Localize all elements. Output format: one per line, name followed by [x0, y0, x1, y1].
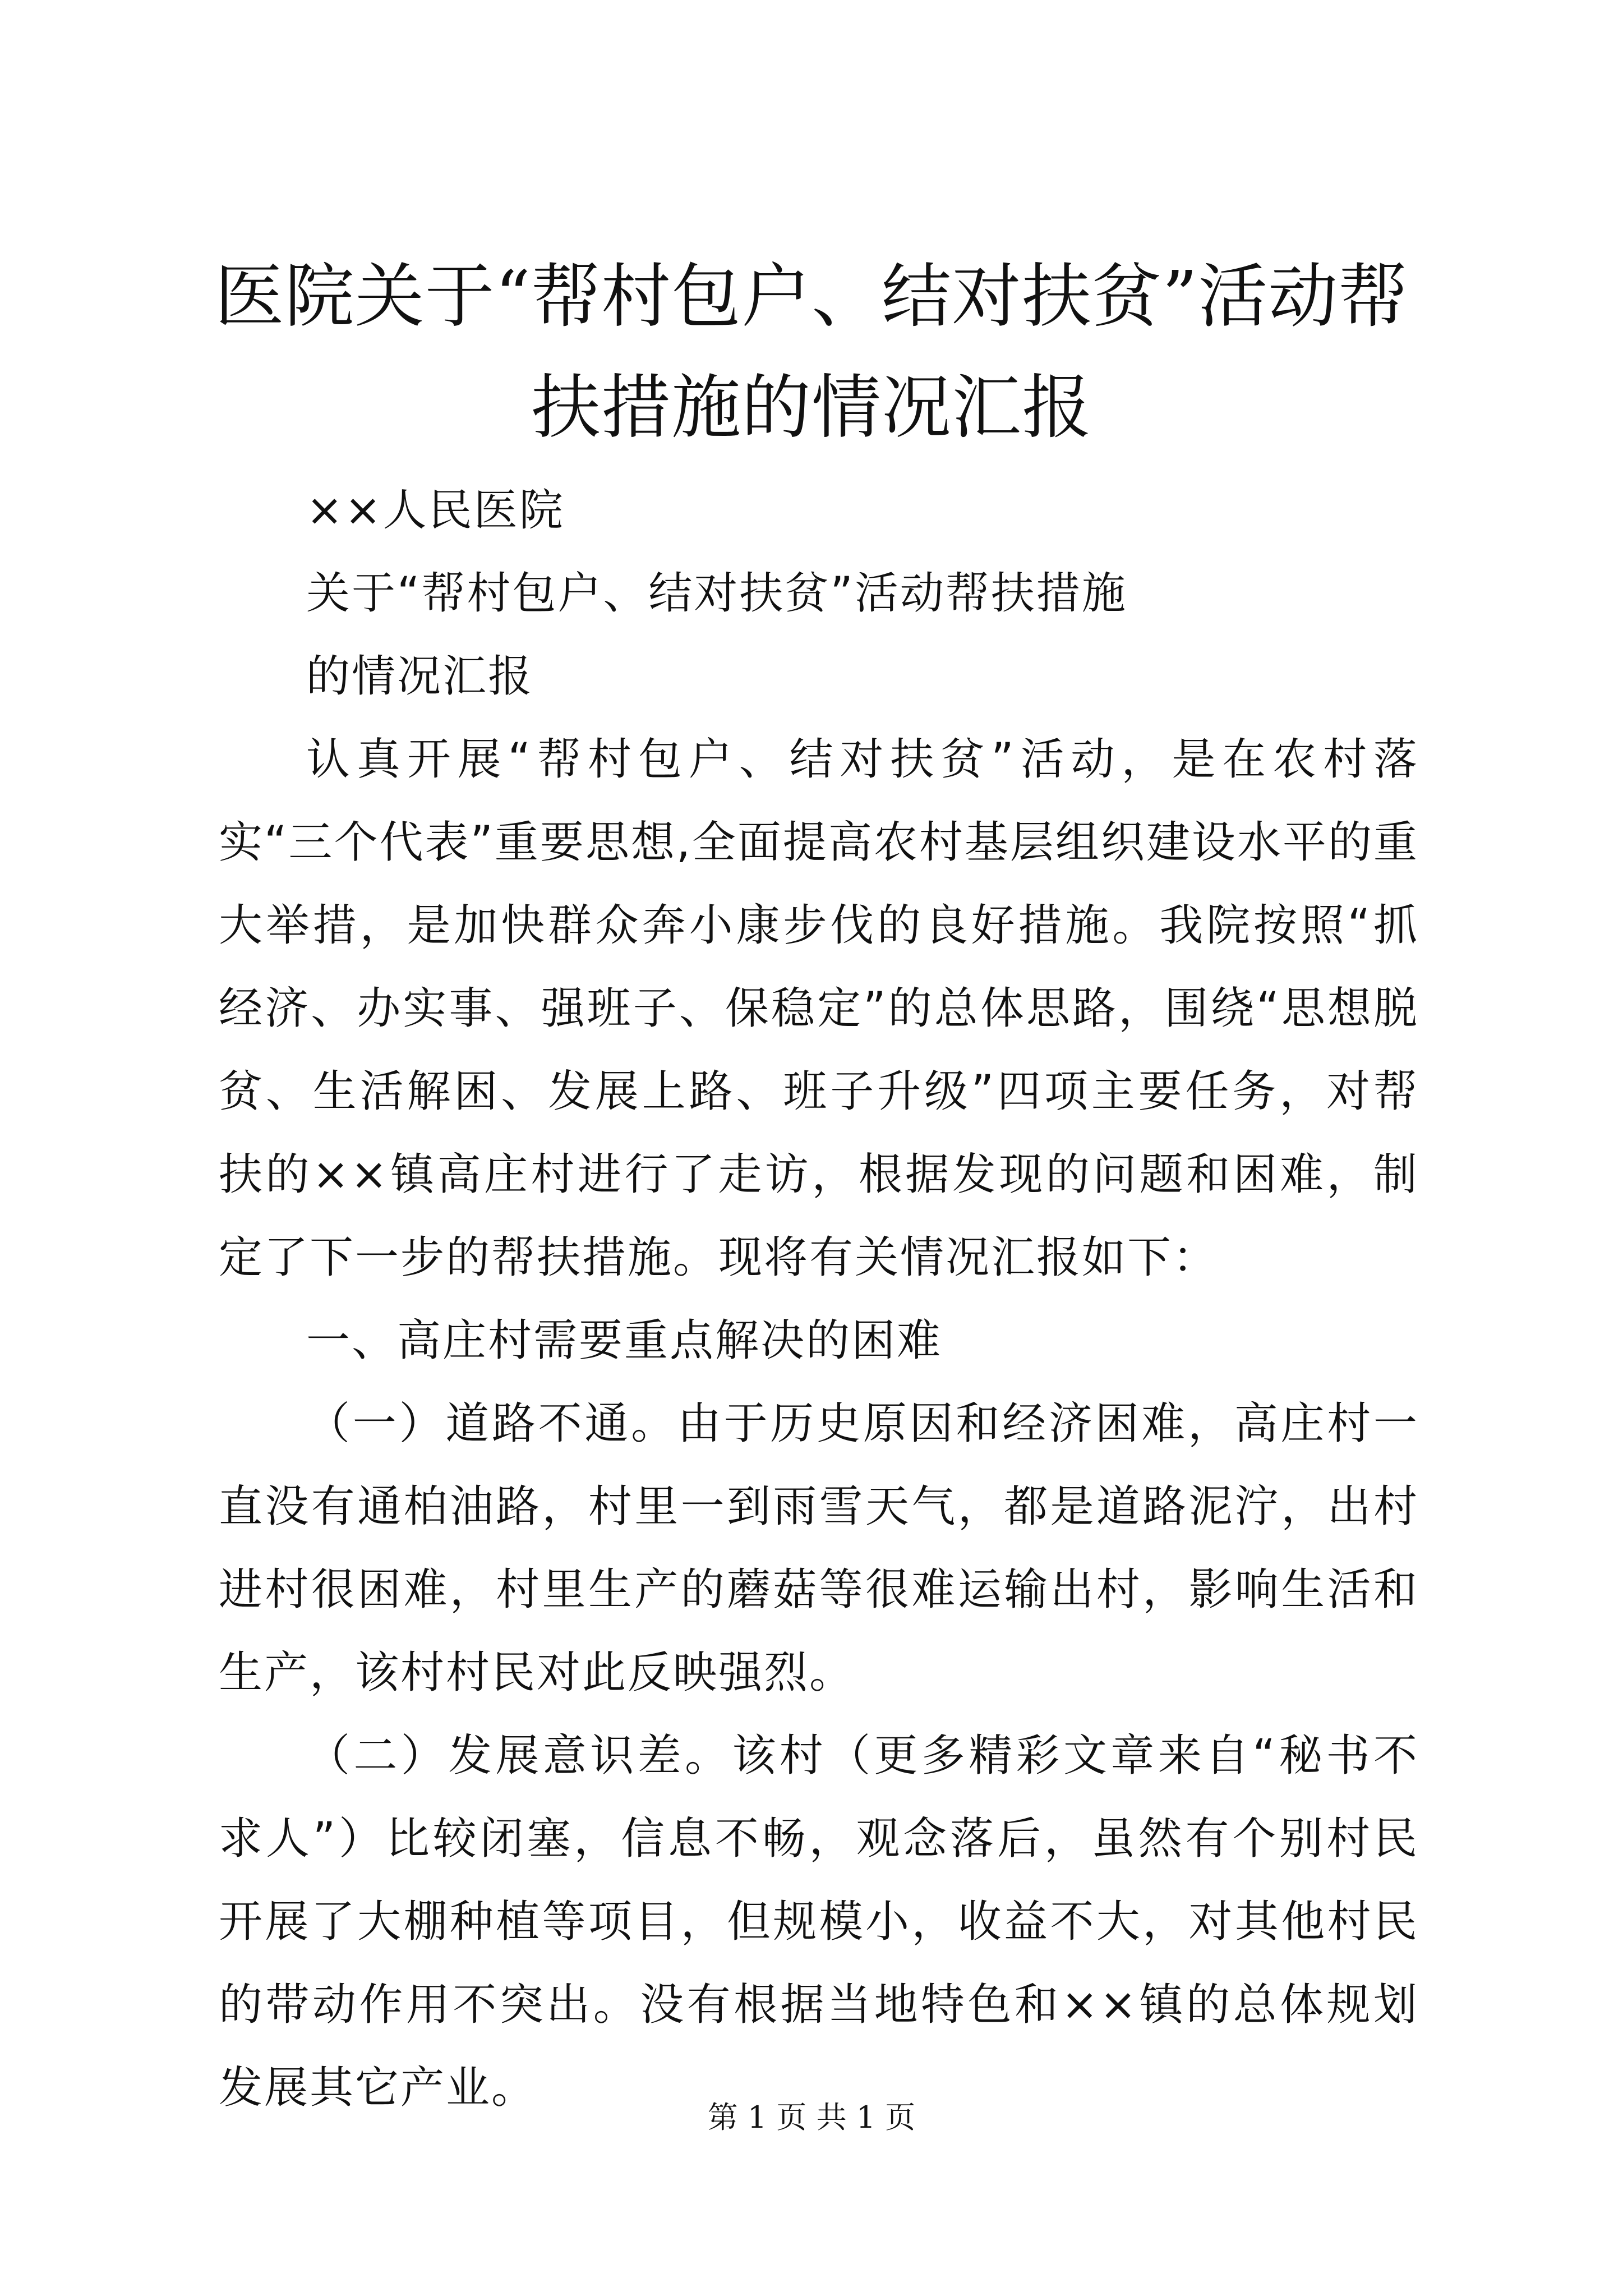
paragraph-subtitle-line2: 的情况汇报 [306, 651, 534, 702]
document-title: 医院关于“帮村包户、结对扶贫”活动帮扶措施的情况汇报 [214, 256, 1409, 448]
document-body [219, 469, 1419, 2129]
page-number-footer: 第 1 页 共 1 页 [707, 2100, 916, 2135]
section-heading: 一、高庄村需要重点解决的困难 [306, 1315, 943, 1366]
paragraph-item-1: （一）道路不通。由于历史原因和经济困难，高庄村一直没有通柏油路，村里一到雨雪天气，都是道路泥泞，出村进村很困难，村里生产的蘑菇等很难运输出村，影响生活和生产，该村村民对此反映强烈。 [219, 1398, 1419, 1698]
paragraph-intro: 认真开展“帮村包户、结对扶贫”活动，是在农村落实“三个代表”重要思想,全面提高农村基层组织建设水平的重大举措，是加快群众奔小康步伐的良好措施。我院按照“抓经济、办实事、强班子、保稳定”的总体思路，围绕“思想脱贫、生活解困、发展上路、班子升级”四项主要任务，对帮扶的××镇高庄村进行了走访，根据发现的问题和困难，制定了下一步的帮扶措施。现将有关情况汇报如下： [219, 734, 1419, 1283]
paragraph-subtitle-line1: 关于“帮村包户、结对扶贫”活动帮扶措施 [306, 568, 1127, 619]
paragraph-organization: ××人民医院 [306, 485, 565, 536]
paragraph-item-2: （二）发展意识差。该村（更多精彩文章来自“秘书不求人”）比较闭塞，信息不畅，观念落后，虽然有个别村民开展了大棚种植等项目，但规模小，收益不大，对其他村民的带动作用不突出。没有根据当地特色和××镇的总体规划发展其它产业。 [219, 1731, 1419, 2113]
